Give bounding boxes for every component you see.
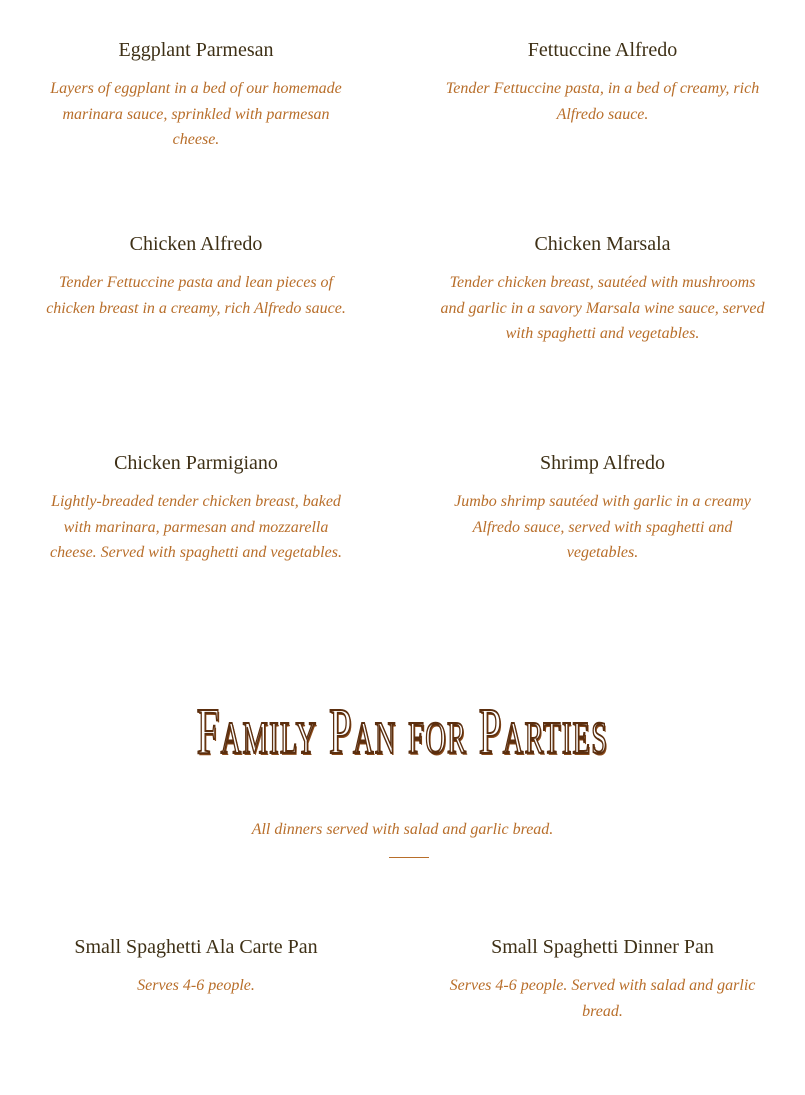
menu-item-title: Small Spaghetti Dinner Pan [491,936,714,958]
menu-item [392,935,805,1024]
section-subtitle: All dinners served with salad and garlic bread. [251,821,554,838]
menu-item-description: Jumbo shrimp sautéed with garlic in a creamy Alfredo sauce, served with spaghetti and vegetables. [454,493,751,561]
menu-item-description: Tender Fettuccine pasta, in a bed of creamy, rich Alfredo sauce. [445,80,760,123]
section-divider [389,857,429,858]
menu-row [0,451,805,566]
menu-item [392,232,805,347]
menu-item [392,451,805,566]
menu-item-title: Chicken Alfredo [129,233,263,255]
menu-item-title: Chicken Marsala [534,233,671,255]
menu-item-title: Fettuccine Alfredo [527,39,678,61]
menu-item [0,232,392,347]
menu-row [0,935,805,1024]
menu-item [0,38,392,153]
menu-item [0,935,392,1024]
menu-item-description: Serves 4-6 people. [137,977,255,994]
menu-item-title: Chicken Parmigiano [114,452,278,474]
menu-item-description: Layers of eggplant in a bed of our homemade marinara sauce, sprinkled with parmesan cheese. [50,80,342,148]
menu-item-description: Lightly-breaded tender chicken breast, baked with marinara, parmesan and mozzarella cheese. Served with spaghetti and vegetables. [50,493,342,561]
menu-item [0,451,392,566]
menu-item-description: Serves 4-6 people. Served with salad and garlic bread. [449,977,756,1020]
menu-row [0,232,805,347]
menu-item-title: Eggplant Parmesan [118,39,274,61]
menu-item [392,38,805,153]
menu-item-description: Tender Fettuccine pasta and lean pieces of chicken breast in a creamy, rich Alfredo sauce. [46,274,346,317]
menu-item-title: Small Spaghetti Ala Carte Pan [74,936,318,958]
menu-row [0,38,805,153]
menu-item-title: Shrimp Alfredo [540,452,665,474]
section-heading: Family Pan for Parties [196,695,609,768]
menu-item-description: Tender chicken breast, sautéed with mushrooms and garlic in a savory Marsala wine sauce, served with spaghetti and vegetables. [440,274,765,342]
